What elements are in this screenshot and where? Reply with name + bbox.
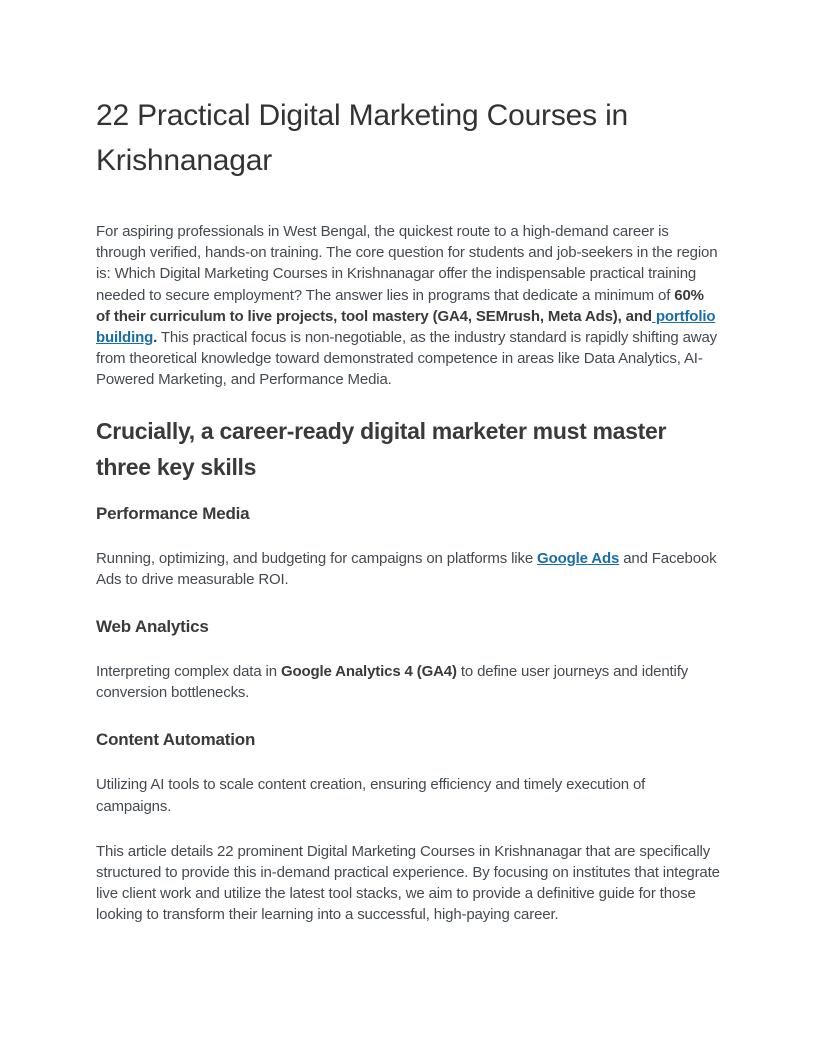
performance-text-1: Running, optimizing, and budgeting for campaigns on platforms like (96, 549, 538, 567)
intro-paragraph (96, 221, 720, 391)
content-automation-paragraph: Utilizing AI tools to scale content creation, ensuring efficiency and timely execution of campaigns. (96, 776, 646, 815)
intro-bold-2: . (153, 329, 158, 347)
analytics-bold: Google Analytics 4 (GA4) (280, 663, 457, 681)
analytics-text-1: Interpreting complex data in (96, 663, 281, 681)
intro-text-1: For aspiring professionals in West Bengal, the quickest route to a high-demand career is through verified, hands-on training. The core question for students and job-seekers in the region is: Which Digital Marketing Courses in Krishnanagar offer the indispensable practical training needed to secure employment? The answer lies in programs that dedicate a minimum of (96, 223, 718, 304)
intro-text-2: This practical focus is non-negotiable, as the industry standard is rapidly shifting away from theoretical knowledge toward demonstrated competence in areas like Data Analytics, AI-Powered Marketing, and Performance Media. (96, 329, 718, 389)
web-analytics-heading: Web Analytics (96, 617, 209, 637)
google-ads-link[interactable]: Google Ads (537, 549, 620, 567)
content-automation-heading: Content Automation (96, 730, 256, 750)
page-title: 22 Practical Digital Marketing Courses in Krishnanagar (96, 99, 629, 177)
closing-paragraph: This article details 22 prominent Digital Marketing Courses in Krishnanagar that are specifically structured to provide this in-demand practical experience. By focusing on institutes that integrate live client work and utilize the latest tool stacks, we aim to provide a definitive guide for those looking to transform their learning into a successful, high-paying career. (96, 842, 720, 924)
performance-media-heading: Performance Media (96, 503, 250, 523)
section-heading: Crucially, a career-ready digital marketer must master three key skills (96, 417, 667, 480)
document-page (96, 93, 720, 926)
analytics-text-2: to define user journeys and identify conversion bottlenecks. (96, 663, 689, 702)
intro-bold-1: 60% of their curriculum to live projects, tool mastery (GA4, SEMrush, Meta Ads), and (96, 286, 704, 325)
performance-text-2: and Facebook Ads to drive measurable ROI. (96, 549, 717, 588)
portfolio-building-link[interactable]: portfolio building (96, 307, 716, 347)
web-analytics-paragraph (96, 661, 720, 703)
performance-media-paragraph (96, 548, 720, 590)
